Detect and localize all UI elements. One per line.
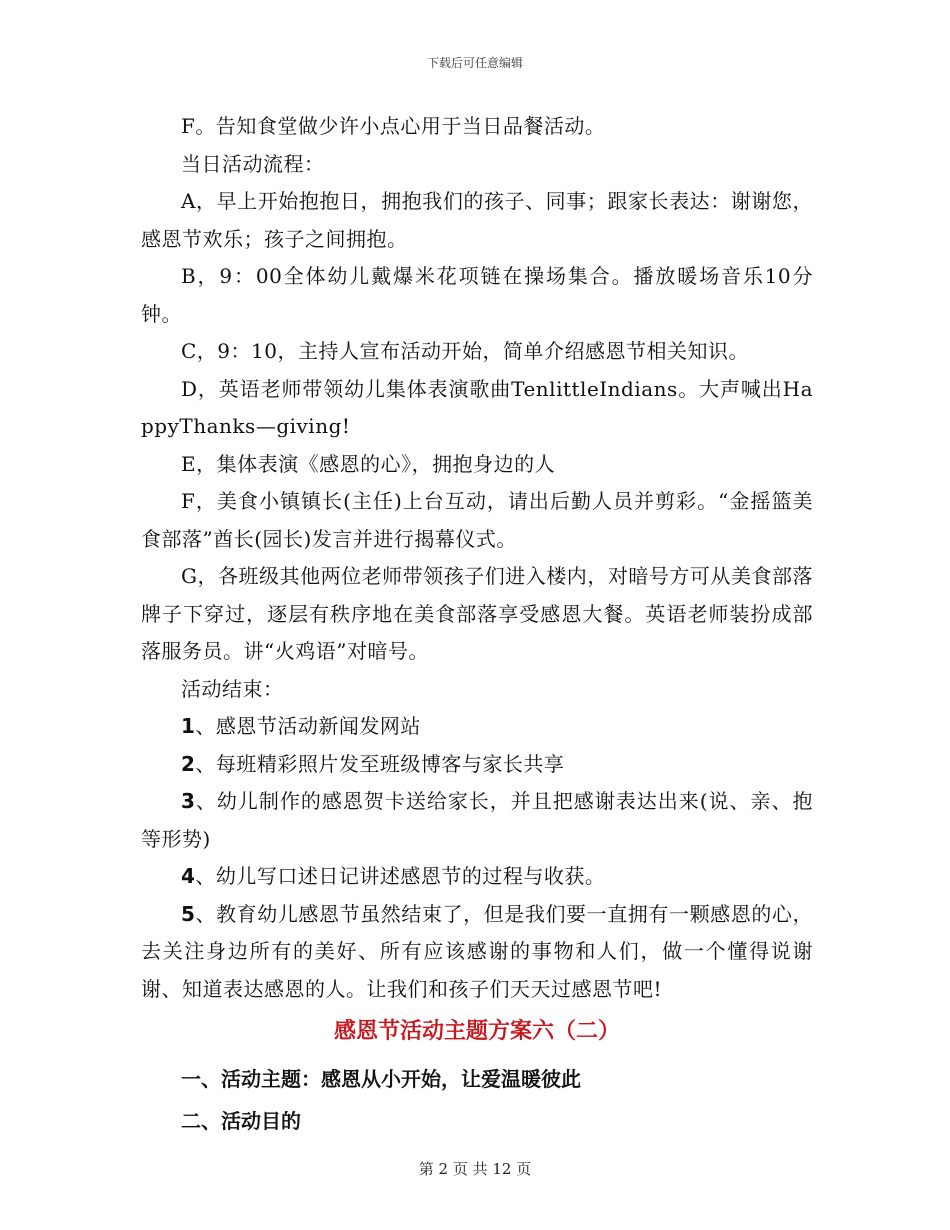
list-text: 、感恩节活动新闻发网站 xyxy=(195,714,421,738)
document-body xyxy=(141,108,813,1142)
heading: 二、活动目的 xyxy=(181,1109,301,1133)
paragraph: 当日活动流程： xyxy=(181,151,325,176)
paragraph: 活动结束： xyxy=(181,676,284,701)
page-header: 下载后可任意编辑 xyxy=(426,56,523,70)
paragraph: G，各班级其他两位老师带领孩子们进入楼内，对暗号方可从美食部落牌子下穿过，逐层有秩序地在美食部落享受感恩大餐。英语老师装扮成部落服务员。讲“火鸡语”对暗号。 xyxy=(141,564,813,663)
paragraph: D，英语老师带领幼儿集体表演歌曲TenlittleIndians。大声喊出HappyThanks—giving! xyxy=(141,376,813,438)
list-number: 4 xyxy=(181,864,196,888)
paragraph: E，集体表演《感恩的心》，拥抱身边的人 xyxy=(181,451,556,476)
list-number: 2 xyxy=(181,751,196,776)
list-item xyxy=(141,708,813,746)
paragraph: C，9：10，主持人宣布活动开始，简单介绍感恩节相关知识。 xyxy=(181,339,749,363)
paragraph: B，9：00全体幼儿戴爆米花项链在操场集合。播放暖场音乐10分钟。 xyxy=(141,264,813,326)
list-number: 1 xyxy=(181,714,196,738)
list-number: 3 xyxy=(181,789,196,813)
section-title: 感恩节活动主题方案六（二） xyxy=(333,1019,620,1044)
list-text: 、每班精彩照片发至班级博客与家长共享 xyxy=(195,751,565,776)
paragraph: A，早上开始抱抱日，拥抱我们的孩子、同事；跟家长表达：谢谢您，感恩节欢乐；孩子之间拥抱。 xyxy=(141,189,813,251)
list-item xyxy=(141,783,813,858)
list-text: 、幼儿写口述日记讲述感恩节的过程与收获。 xyxy=(195,864,606,888)
list-item xyxy=(141,746,813,784)
list-number: 5 xyxy=(181,901,196,926)
paragraph: F。告知食堂做少许小点心用于当日品餐活动。 xyxy=(181,114,606,138)
page-footer: 第 2 页 共 12 页 xyxy=(418,1160,532,1178)
list-item xyxy=(141,858,813,896)
list-text: 、幼儿制作的感恩贺卡送给家长，并且把感谢表达出来(说、亲、抱等形势) xyxy=(141,789,813,851)
heading: 一、活动主题：感恩从小开始，让爱温暖彼此 xyxy=(181,1067,581,1091)
list-item xyxy=(141,896,813,1009)
paragraph: F，美食小镇镇长(主任)上台互动，请出后勤人员并剪彩。“金摇篮美食部落”酋长(园长)发言并进行揭幕仪式。 xyxy=(141,489,813,551)
list-text: 、教育幼儿感恩节虽然结束了，但是我们要一直拥有一颗感恩的心，去关注身边所有的美好、所有应该感谢的事物和人们，做一个懂得说谢谢、知道表达感恩的人。让我们和孩子们天天过感恩节吧! xyxy=(141,901,813,1001)
